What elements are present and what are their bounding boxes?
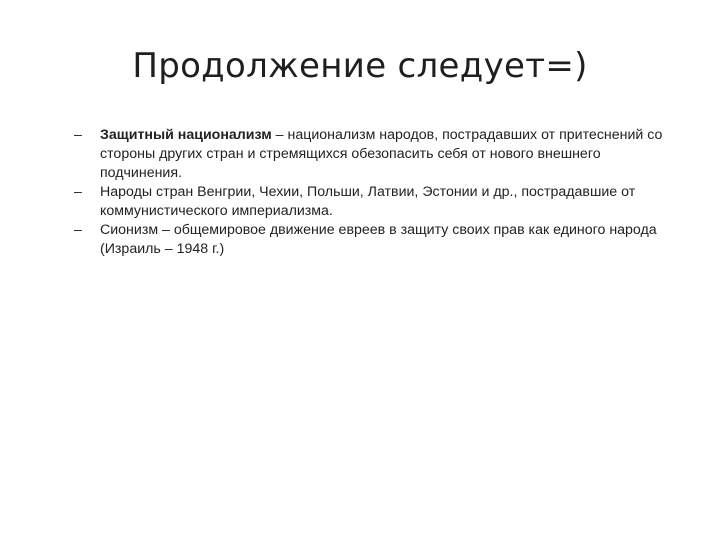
bullet-term: Защитный национализм bbox=[100, 127, 272, 143]
bullet-text: Народы стран Венгрии, Чехии, Польши, Латвии, Эстонии и др., пострадавшие от коммунистического империализма. bbox=[100, 184, 636, 219]
bullet-dash: – bbox=[74, 127, 82, 143]
bullet-dash: – bbox=[74, 184, 82, 200]
bullet-item bbox=[74, 221, 684, 259]
bullet-list bbox=[74, 126, 684, 259]
bullet-text: – национализм народов, пострадавших от притеснений со стороны других стран и стремящихся обезопасить себя от нового внешнего подчинения. bbox=[100, 127, 663, 181]
bullet-item bbox=[74, 183, 684, 221]
slide-title: Продолжение следует=) bbox=[132, 46, 588, 86]
bullet-dash: – bbox=[74, 222, 82, 238]
bullet-item bbox=[74, 126, 684, 183]
bullet-text: Сионизм – общемировое движение евреев в защиту своих прав как единого народа (Израиль – 1948 г.) bbox=[100, 222, 657, 257]
